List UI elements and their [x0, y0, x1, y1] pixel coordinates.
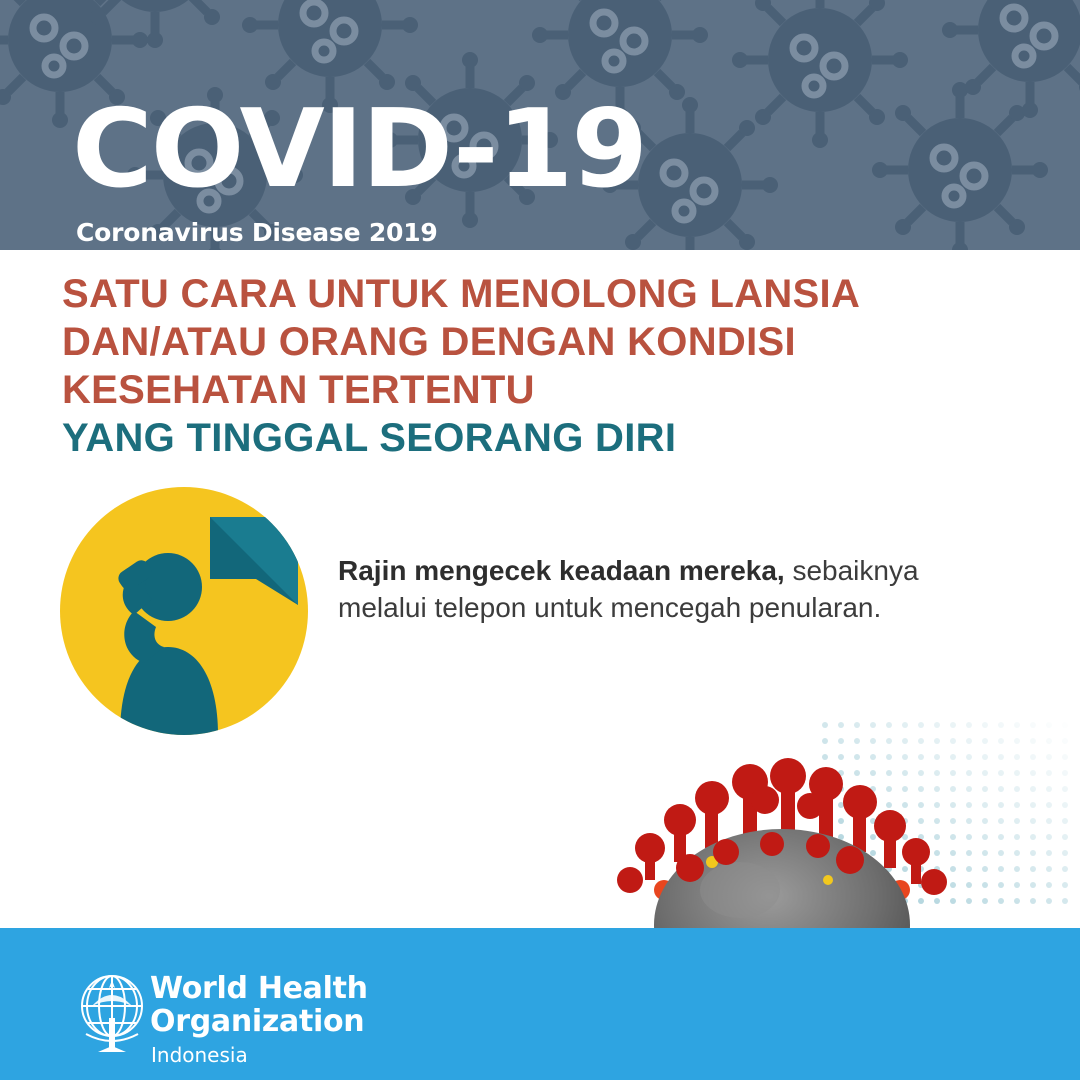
sars-cov-2-particle-image — [560, 740, 990, 930]
message-body-text: sebaiknya melalui telepon untuk mencegah penularan. — [338, 555, 919, 623]
who-wordmark — [150, 972, 368, 1068]
page-subtitle: Coronavirus Disease 2019 — [76, 218, 438, 247]
who-line-2: Organization — [150, 1004, 365, 1039]
headline-emphasis-line: YANG TINGGAL SEORANG DIRI — [62, 416, 677, 460]
message-bold-text: Rajin mengecek keadaan mereka, — [338, 555, 785, 586]
headline-line-2: DAN/ATAU ORANG DENGAN KONDISI — [62, 320, 796, 364]
headline-line-3: KESEHATAN TERTENTU — [62, 368, 535, 412]
headline-block — [62, 270, 1002, 462]
who-country-label: Indonesia — [151, 1043, 248, 1067]
header-banner — [0, 0, 1080, 250]
who-line-1: World Health — [150, 971, 368, 1006]
person-on-phone-icon — [60, 487, 308, 735]
who-emblem-icon — [62, 962, 162, 1054]
page-title: COVID-19 — [72, 87, 646, 212]
message-text — [338, 552, 998, 626]
headline-line-1: SATU CARA UNTUK MENOLONG LANSIA — [62, 272, 861, 316]
